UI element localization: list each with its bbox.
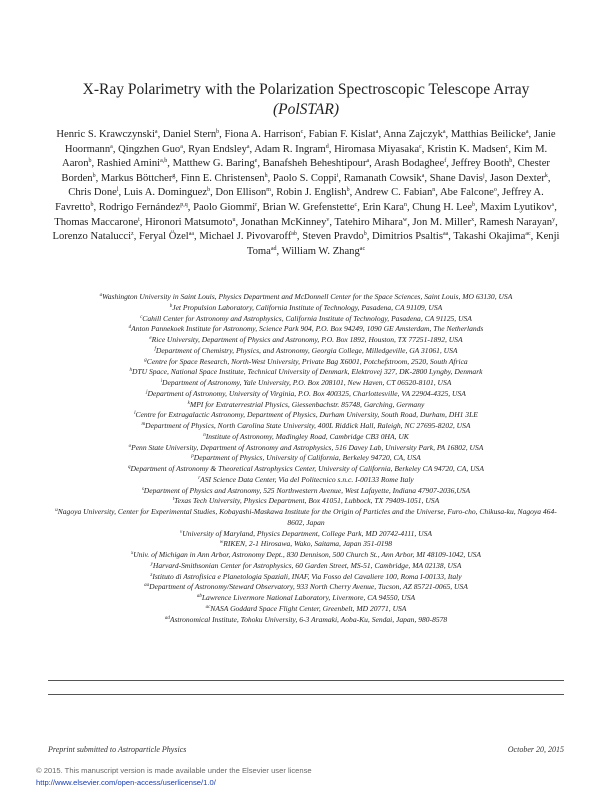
affiliation-mark: k (187, 400, 190, 406)
affiliation-text: Rice University, Department of Physics and Astronomy, P.O. Box 1892, Houston, TX 77251-1892, USA (151, 335, 463, 344)
affiliation-text: Cahill Center for Astronomy and Astrophysics, California Institute of Technology, Pasadena, CA 91125, USA (142, 313, 472, 323)
author-affiliation-mark: b (207, 187, 211, 194)
author (124, 187, 210, 198)
author-affiliation-mark: a (442, 129, 446, 135)
author-name: Hiromasa Miyasaka (334, 143, 420, 155)
author-affiliation-mark: c (354, 201, 358, 208)
author-name: Brian W. Grefenstette (262, 201, 355, 213)
author (453, 231, 530, 242)
affiliation-mark: z (150, 572, 153, 578)
author-name: Dimitrios Psaltis (372, 231, 443, 243)
author-affiliation-mark: a (525, 129, 529, 135)
affiliation-text: Institute of Astronomy, Madingley Road, Cambridge CB3 0HA, UK (205, 431, 409, 441)
affiliation-mark: d (128, 325, 132, 331)
affiliation (50, 367, 562, 378)
affiliation (50, 561, 562, 572)
author-name: Michael J. Pivovaroff (199, 231, 292, 243)
affiliation-mark: ad (164, 615, 170, 621)
affiliation-text: Lawrence Livermore National Laboratory, Livermore, CA 94550, USA (201, 593, 416, 602)
author-affiliation-mark: b (346, 187, 350, 194)
author-affiliation-mark: v (326, 216, 330, 223)
affiliation (50, 292, 562, 303)
author (139, 231, 194, 242)
author-name: Rashied Amini (96, 158, 161, 170)
affiliation-text: Department of Physics, North Carolina State University, 400L Riddick Hall, Raleigh, NC 27695-8202, USA (145, 421, 471, 430)
affiliation-text: Department of Astronomy/Steward Observatory, 933 North Cherry Avenue, Tucson, AZ 85721-0065, USA (149, 582, 468, 592)
author-affiliation-mark: t (138, 216, 140, 223)
affiliation (50, 432, 562, 443)
author (241, 217, 330, 228)
affiliation (50, 593, 562, 604)
affiliation (50, 507, 562, 529)
author (480, 202, 554, 213)
author-affiliation-mark: a (246, 143, 250, 150)
affiliation-text: RIKEN, 2-1 Hirosawa, Wako, Saitama, Japan 351-0198 (223, 539, 393, 549)
author-affiliation-mark: a (180, 143, 183, 150)
affiliation-mark: g (144, 357, 147, 363)
affiliation (50, 604, 562, 615)
author (452, 158, 513, 169)
author-affiliation-mark: a (110, 143, 113, 150)
affiliation-text: NASA Goddard Space Flight Center, Greenbelt, MD 20771, USA (210, 603, 407, 613)
affiliation-text: Department of Physics, University of California, Berkeley 94720, CA, USA (193, 453, 421, 463)
author-affiliation-mark: ac (359, 245, 366, 252)
author-affiliation-mark: c (505, 143, 509, 150)
affiliation-text: Harvard-Smithsonian Center for Astrophysics, 60 Garden Street, MS-51, Cambridge, MA 02138, USA (152, 560, 462, 570)
author (54, 217, 140, 228)
author-name: Luis A. Dominguez (123, 187, 208, 199)
author-name: Paolo S. Coppi (272, 172, 337, 184)
footnote-rule-bottom (48, 694, 564, 695)
author (372, 231, 448, 242)
author-name: Kristin K. Madsen (427, 143, 506, 155)
author (334, 144, 422, 155)
affiliation (50, 550, 562, 561)
author (440, 187, 497, 198)
author-affiliation-mark: c (419, 143, 422, 150)
author (215, 187, 271, 198)
author-name: Jeffrey Booth (451, 158, 510, 170)
author (99, 202, 188, 213)
author-name: Ramesh Narayan (479, 216, 553, 228)
affiliation-text: Department of Chemistry, Physics, and Astronomy, Georgia College, Milledgeville, GA 31061, USA (155, 345, 458, 355)
affiliation-mark: t (172, 497, 175, 503)
author (53, 231, 134, 242)
author-name: Anna Zajczyk (383, 129, 443, 140)
author (363, 202, 407, 213)
author (413, 217, 475, 228)
author-name: Markus Böttcher (100, 172, 173, 184)
affiliation (50, 475, 562, 486)
author-name: Matthias Beilicke (450, 129, 526, 140)
author-affiliation-mark: f (444, 158, 447, 165)
author (276, 187, 349, 198)
author-affiliation-mark: e (254, 158, 258, 165)
author-name: Ramanath Cowsik (343, 172, 422, 184)
author-affiliation-mark: a (366, 158, 370, 165)
affiliation-mark: v (179, 529, 183, 535)
author-affiliation-mark: l (116, 187, 119, 194)
author-affiliation-mark: b (363, 231, 367, 238)
author-name: Hironori Matsumoto (145, 216, 233, 228)
author-affiliation-mark: b (92, 172, 96, 179)
license-notice (36, 765, 312, 788)
author (354, 187, 435, 198)
affiliation (50, 335, 562, 346)
author (273, 173, 339, 184)
author (181, 173, 268, 184)
author-affiliation-mark: r (255, 201, 258, 208)
affiliation-text: University of Maryland, Physics Department, College Park, MD 20742-4111, USA (182, 528, 432, 538)
author-affiliation-mark: a,b (160, 158, 168, 165)
author-affiliation-mark: ac (525, 231, 531, 238)
author (145, 217, 235, 228)
author-affiliation-mark: y (552, 216, 556, 223)
author (193, 202, 257, 213)
author (68, 187, 118, 198)
affiliation-mark: f (154, 346, 156, 352)
author (430, 173, 485, 184)
author-affiliation-mark: s (551, 201, 555, 208)
author-name: Jon M. Miller (412, 216, 472, 228)
author-name: Takashi Okajima (453, 231, 526, 243)
affiliation (50, 410, 562, 421)
affiliation (50, 314, 562, 325)
affiliation-text: Department of Astronomy & Theoretical Astrophysics Center, University of California, Berkeley CA 94720, CA, USA (130, 464, 484, 473)
license-text: © 2015. This manuscript version is made available under the Elsevier user license (36, 766, 312, 775)
author-affiliation-mark: a (375, 129, 379, 135)
author-name: Robin J. English (276, 187, 347, 199)
author (199, 231, 297, 242)
paper-title: X-Ray Polarimetry with the Polarization Spectroscopic Telescope Array (82, 81, 530, 98)
author (263, 158, 370, 169)
affiliation-mark: x (130, 551, 134, 556)
author-affiliation-mark: g (172, 172, 176, 179)
affiliation-mark: o (128, 443, 132, 449)
author (451, 129, 529, 140)
author (262, 202, 357, 213)
author-name: Steven Pravdo (302, 231, 364, 243)
affiliation-text: Centre for Space Research, North-West University, Private Bag X6001, Potchefstroom, 2520, South Africa (146, 356, 468, 366)
author-name: Jonathan McKinney (240, 216, 327, 228)
affiliation-mark: w (219, 540, 224, 546)
author-name: Rodrigo Fernández (98, 201, 181, 213)
affiliation (50, 496, 562, 507)
author (173, 158, 258, 169)
affiliation (50, 400, 562, 411)
affiliation-text: Anton Pannekoek Institute for Astronomy, Science Park 904, P.O. Box 94249, 1090 GE Amsterdam, The Netherlands (131, 324, 484, 334)
author-affiliation-mark: h (264, 172, 268, 179)
author-name: Feryal Özel (139, 231, 189, 243)
author-affiliation-mark: j (482, 172, 485, 179)
author-affiliation-mark: o (493, 187, 497, 194)
author (118, 144, 183, 155)
affiliation (50, 464, 562, 475)
author-affiliation-mark: z (131, 231, 134, 238)
author-name: Ryan Endsley (188, 143, 247, 155)
affiliation (50, 324, 562, 335)
footnote-rule-top (48, 680, 564, 681)
author-affiliation-mark: u (232, 216, 236, 223)
affiliation-text: Istituto di Astrofisica e Planetologia Spaziali, INAF, Via Fosso del Cavaliere 100, Roma I-00133, Italy (152, 571, 462, 581)
affiliation-mark: l (134, 411, 136, 417)
affiliation-mark: r (198, 475, 201, 481)
author-name: William W. Zhang (281, 245, 360, 257)
author (374, 158, 446, 169)
author-name: Matthew G. Baring (172, 158, 255, 170)
affiliation (50, 378, 562, 389)
author-name: Fiona A. Harrison (224, 129, 301, 140)
affiliation-mark: j (146, 389, 148, 395)
affiliation (50, 529, 562, 540)
author (97, 158, 167, 169)
affiliation (50, 357, 562, 368)
author-name: Abe Falcone (440, 187, 494, 199)
affiliation-mark: ab (196, 594, 202, 599)
author (224, 129, 303, 140)
affiliation (50, 615, 562, 626)
author (479, 217, 555, 228)
author (335, 217, 408, 228)
author-affiliation-mark: d (325, 143, 329, 150)
affiliation-text: MPI for Extraterrestrial Physics, Giessenbachstr. 85748, Garching, Germany (189, 399, 425, 409)
author-name: Thomas Maccarone (54, 216, 139, 228)
license-link[interactable]: http://www.elsevier.com/open-access/userlicense/1.0/ (36, 777, 216, 787)
affiliation (50, 421, 562, 432)
author-list: Henric S. Krawczynski$^a$, Daniel Stern$^b$, Fiona A. Harrison$^c$, Fabian F. Kislat$^a$, Anna Zajczyk$^a$, Matthias Beilicke$^a$, Janie Hoormann$^a$, Qingzhen Guo$^a$, Ryan Endsley$^a$, Adam R. Ingram$^d$, Hiromasa Miyasaka$^c$, Kristin K. Madsen$^c$, Kim M. Aaron$^b$, Rashied Amini$^{a,b}$, Matthew G. Baring$^e$, Banafsheh Beheshtipour$^a$, Arash Bodaghee$^f$, Jeffrey Booth$^b$, Chester Borden$^b$, Markus Böttcher$^g$, Finn E. Christensen$^h$, Paolo S. Coppi$^i$, Ramanath Cowsik$^a$, Shane Davis$^j$, Jason Dexter$^k$, Chris Done$^l$, Luis A. Dominguez$^b$, Don Ellison$^m$, Robin J. English$^b$, Andrew C. Fabian$^n$, Abe Falcone$^o$, Jeffrey A. Favretto$^b$, Rodrigo Fernández$^{p,q}$, Paolo Giommi$^r$, Brian W. Grefenstette$^c$, Erin Kara$^n$, Chung H. Lee$^b$, Maxim Lyutikov$^s$, Thomas Maccarone$^t$, Hironori Matsumoto$^u$, Jonathan McKinney$^v$, Tatehiro Mihara$^w$, Jon M. Miller$^x$, Ramesh Narayan$^y$, Lorenzo Natalucci$^z$, Feryal Özel$^{aa}$, Michael J. Pivovaroff$^{ab}$, Steven Pravdo$^b$, Dimitrios Psaltis$^{aa}$, Takashi Okajima$^{ac}$, Kenji Toma$^{ad}$, William W. Zhang$^{ac}$ (52, 129, 560, 257)
author-name: Chris Done (68, 187, 117, 199)
affiliation-text: Penn State University, Department of Astronomy and Astrophysics, 516 Davey Lab, University Park, PA 16802, USA (131, 442, 484, 452)
affiliation-text: Department of Astronomy, Yale University, P.O. Box 208101, New Haven, CT 06520-8101, USA (162, 378, 452, 387)
affiliation-mark: n (203, 432, 206, 438)
author-affiliation-mark: ab (291, 231, 297, 238)
affiliation-text: Washington University in Saint Louis, Physics Department and McDonnell Center for the Space Sciences, Saint Louis, MO 63130, USA (102, 292, 513, 301)
author-name: Tatehiro Mihara (334, 216, 403, 228)
affiliation (50, 572, 562, 583)
author-affiliation-mark: a (421, 172, 425, 179)
author-affiliation-mark: b (216, 129, 220, 135)
affiliation-mark: b (169, 303, 173, 309)
affiliation-text: Centre for Extragalactic Astronomy, Department of Physics, Durham University, South Road, Durham, DH1 3LE (135, 410, 478, 420)
author-affiliation-mark: b (88, 158, 92, 165)
author-affiliation-mark: p,q (180, 201, 188, 208)
affiliation-list (50, 292, 562, 625)
author-affiliation-mark: b (472, 201, 476, 208)
author-name: Finn E. Christensen (180, 172, 265, 184)
author-name: Maxim Lyutikov (480, 201, 552, 213)
author-affiliation-mark: b (90, 201, 94, 208)
author-name: Lorenzo Natalucci (52, 231, 132, 243)
author-name: Chung H. Lee (412, 201, 473, 213)
author-name: Banafsheh Beheshtipour (262, 158, 367, 170)
affiliation-text: Department of Physics and Astronomy, 525 Northwestern Avenue, West Lafayette, Indiana 47907-2036,USA (143, 485, 471, 495)
affiliation-text: Department of Astronomy, University of Virginia, P.O. Box 400325, Charlottesville, VA 22904-4325, USA (147, 388, 466, 398)
author-name: Don Ellison (215, 187, 267, 199)
preprint-date: October 20, 2015 (507, 745, 564, 754)
affiliation-mark: s (141, 486, 144, 492)
author-affiliation-mark: a (154, 129, 158, 135)
affiliation-mark: y (150, 561, 153, 567)
affiliation (50, 443, 562, 454)
author-affiliation-mark: aa (442, 231, 449, 238)
author-affiliation-mark: aa (188, 231, 195, 238)
author-affiliation-mark: n (432, 187, 436, 194)
author-affiliation-mark: ad (270, 245, 277, 252)
author (427, 144, 508, 155)
affiliation-text: Astronomical Institute, Tohoku University, 6-3 Aramaki, Aoba-Ku, Sendai, Japan, 980-8578 (169, 614, 448, 624)
affiliation (50, 486, 562, 497)
affiliation-mark: ac (205, 604, 211, 610)
paper-title-acronym: (PolSTAR) (272, 101, 339, 118)
author-name: Qingzhen Guo (118, 143, 181, 155)
author-name: Henric S. Krawczynski (56, 129, 155, 140)
author (344, 173, 425, 184)
affiliation-text: ASI Science Data Center, Via del Politecnico s.n.c. I-00133 Rome Italy (200, 474, 414, 484)
affiliation (50, 582, 562, 593)
affiliation-mark: q (128, 465, 131, 470)
author (188, 144, 249, 155)
affiliation (50, 389, 562, 400)
author-name: Adam R. Ingram (254, 143, 326, 155)
author-affiliation-mark: b (509, 158, 513, 165)
author (282, 246, 365, 257)
author-name: Andrew C. Fabian (354, 187, 433, 199)
author-affiliation-mark: w (402, 216, 408, 223)
author-name: Chester Borden (61, 158, 550, 184)
author-affiliation-mark: c (300, 129, 304, 135)
author (302, 231, 367, 242)
affiliation-text: Texas Tech University, Physics Department, Box 41051, Lubbock, TX 79409-1051, USA (174, 496, 440, 506)
author (383, 129, 445, 140)
affiliation-mark: u (55, 508, 58, 513)
author (56, 129, 157, 140)
affiliation-mark: c (140, 314, 143, 320)
author (309, 129, 379, 140)
author-affiliation-mark: k (544, 172, 548, 179)
author-name: Janie Hoormann (64, 129, 556, 155)
author-name: Kim M. Aaron (62, 143, 548, 170)
affiliation-mark: p (191, 454, 194, 460)
author-name: Daniel Stern (162, 129, 217, 140)
author-name: Arash Bodaghee (373, 158, 445, 170)
author (163, 129, 219, 140)
author (101, 173, 176, 184)
affiliation-mark: aa (144, 583, 150, 589)
affiliation (50, 303, 562, 314)
author-name: Fabian F. Kislat (308, 129, 376, 140)
affiliation (50, 539, 562, 550)
author-name: Jason Dexter (489, 172, 545, 184)
affiliation-text: DTU Space, National Space Institute, Technical University of Denmark, Elektrovej 327, DK-2800 Lyngby, Denmark (131, 367, 483, 377)
author-affiliation-mark: n (404, 201, 407, 208)
author-name: Kenji Toma (246, 231, 560, 257)
author-affiliation-mark: i (336, 172, 339, 179)
affiliation-mark: i (160, 379, 163, 384)
author-affiliation-mark: x (471, 216, 475, 223)
affiliation-mark: m (141, 422, 146, 427)
author (490, 173, 548, 184)
affiliation-text: Univ. of Michigan in Ann Arbor, Astronomy Dept., 830 Dennison, 500 Church St., Ann Arbor, MI 48109-1042, USA (133, 550, 482, 559)
author-name: Erin Kara (362, 201, 404, 213)
author-name: Shane Davis (429, 172, 483, 184)
affiliation-mark: e (149, 336, 152, 341)
author-name: Jeffrey A. Favretto (55, 187, 544, 213)
affiliation-mark: a (99, 293, 103, 298)
author (254, 144, 329, 155)
author-affiliation-mark: m (266, 187, 271, 194)
affiliation (50, 453, 562, 464)
preprint-notice: Preprint submitted to Astroparticle Physics (48, 745, 187, 754)
affiliation-text: Jet Propulsion Laboratory, California Institute of Technology, Pasadena, CA 91109, USA (172, 302, 443, 312)
affiliation-mark: h (129, 368, 132, 374)
affiliation (50, 346, 562, 357)
author-name: Paolo Giommi (193, 201, 256, 213)
affiliation-text: Nagoya University, Center for Experimental Studies, Kobayashi-Maskawa Institute for the Origin of Particles and the Universe, Furo-cho, Chikusa-ku, Nagoya 464-8602, Japan (57, 507, 557, 527)
author (412, 202, 475, 213)
